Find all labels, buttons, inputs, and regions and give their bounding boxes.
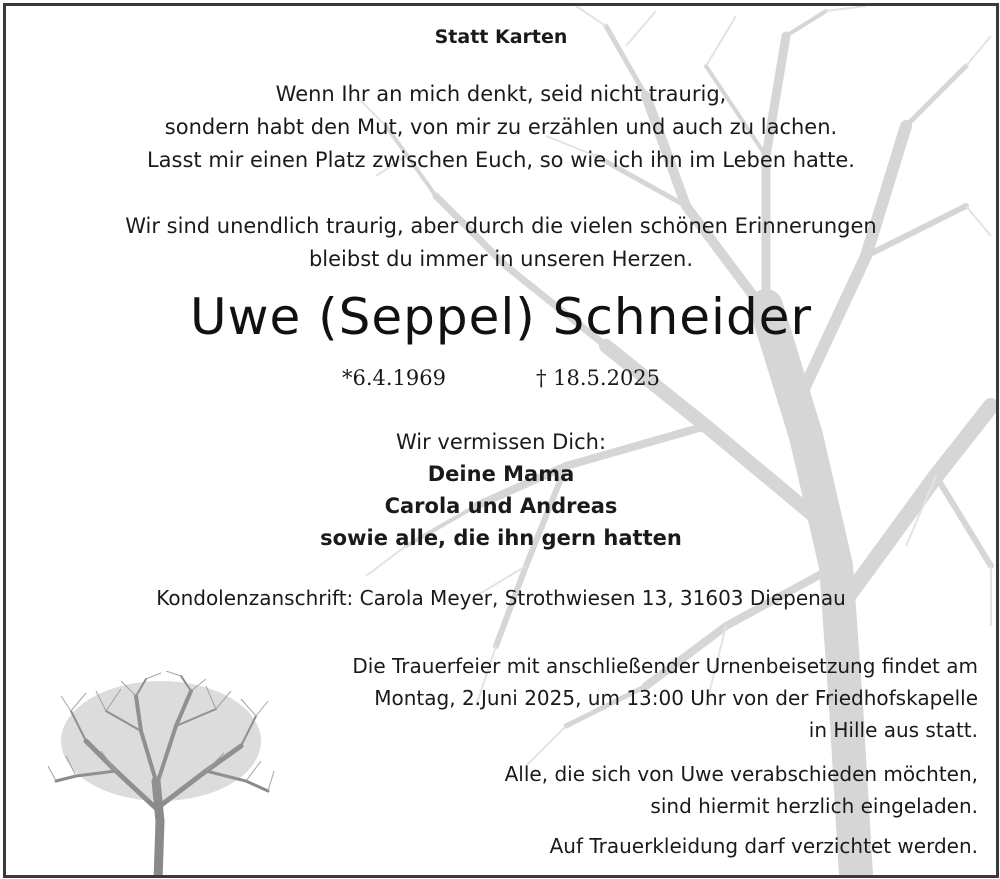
mourners: [6, 426, 996, 554]
farewell-invitation: [378, 758, 978, 822]
funeral-info: [278, 650, 978, 746]
poem: [6, 78, 996, 177]
mourner-name: sowie alle, die ihn gern hatten: [320, 526, 682, 550]
poem-line: sondern habt den Mut, von mir zu erzählen und auch zu lachen.: [164, 115, 838, 139]
deceased-name: Uwe (Seppel) Schneider: [190, 288, 812, 346]
attire-line: Auf Trauerkleidung darf verzichtet werden.: [549, 834, 978, 858]
farewell-line: Alle, die sich von Uwe verabschieden möchten,: [504, 762, 978, 786]
sorrow-text: [6, 210, 996, 276]
funeral-line: Montag, 2.Juni 2025, um 13:00 Uhr von der Friedhofskapelle: [374, 686, 978, 710]
farewell-line: sind hiermit herzlich eingeladen.: [650, 794, 978, 818]
poem-line: Wenn Ihr an mich denkt, seid nicht traurig,: [275, 82, 727, 106]
heading: Statt Karten: [434, 26, 568, 48]
birth-date: *6.4.1969: [341, 366, 446, 390]
sorrow-line: Wir sind unendlich traurig, aber durch die vielen schönen Erinnerungen: [125, 214, 877, 238]
obituary-card: [3, 3, 999, 878]
poem-line: Lasst mir einen Platz zwischen Euch, so wie ich ihn im Leben hatte.: [146, 148, 855, 172]
funeral-line: in Hille aus statt.: [808, 718, 978, 742]
attire-note: [378, 830, 978, 862]
mourner-name: Deine Mama: [427, 462, 575, 486]
sorrow-line: bleibst du immer in unseren Herzen.: [308, 247, 694, 271]
text-layer: [6, 6, 996, 875]
funeral-line: Die Trauerfeier mit anschließender Urnenbeisetzung findet am: [352, 654, 978, 678]
life-dates: [6, 366, 996, 390]
death-date: † 18.5.2025: [535, 366, 661, 390]
mourners-intro: Wir vermissen Dich:: [395, 430, 607, 454]
mourner-name: Carola und Andreas: [384, 494, 618, 518]
condolence-address: Kondolenzanschrift: Carola Meyer, Strothwiesen 13, 31603 Diepenau: [156, 586, 846, 610]
